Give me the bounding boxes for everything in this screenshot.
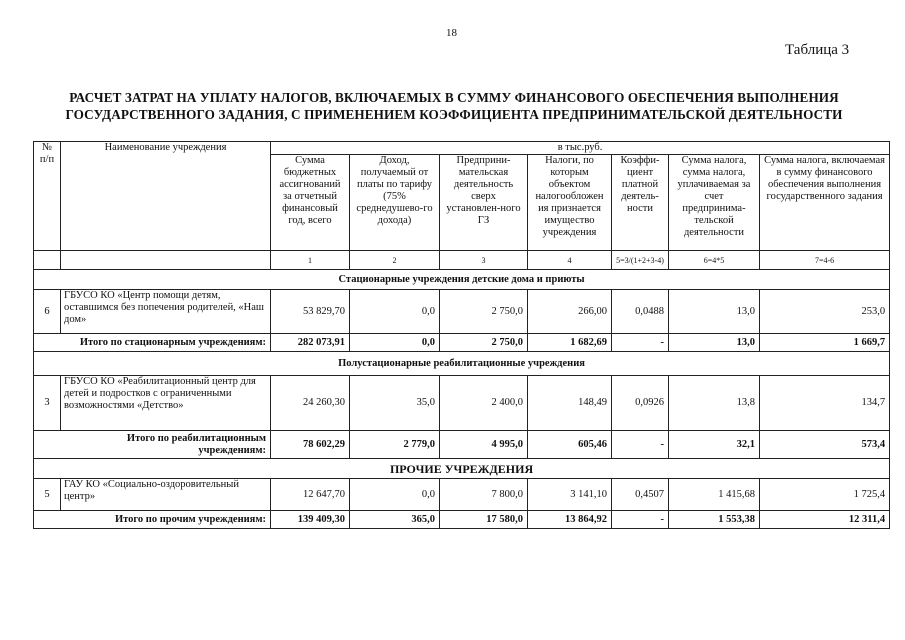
section-title: Полустационарные реабилитационные учреждения [34, 352, 890, 376]
total-value: 605,46 [528, 431, 612, 459]
header-col-4: Налоги, по которым объектом налогообложен ия признается имущество учреждения [528, 155, 612, 251]
total-label: Итого по прочим учреждениям: [34, 511, 271, 529]
total-label: Итого по стационарным учреждениям: [34, 334, 271, 352]
header-col-5: Коэффи-циент платной деятель-ности [612, 155, 669, 251]
total-value: - [612, 334, 669, 352]
header-units-row [34, 142, 890, 155]
index-cell: 3 [440, 251, 528, 270]
total-label: Итого по реабилитационным учреждениям: [34, 431, 271, 459]
document-title [40, 89, 868, 123]
value-cell: 148,49 [528, 376, 612, 431]
value-cell: 12 647,70 [271, 479, 350, 511]
header-num: № п/п [34, 142, 61, 251]
total-value: 365,0 [350, 511, 440, 529]
value-cell: 13,8 [669, 376, 760, 431]
header-col-2: Доход, получаемый от платы по тарифу (75% среднедушево-го дохода) [350, 155, 440, 251]
index-row [34, 251, 890, 270]
total-value: 13 864,92 [528, 511, 612, 529]
institution-name: ГБУСО КО «Центр помощи детям, оставшимся без попечения родителей, «Наш дом» [61, 290, 271, 334]
value-cell: 1 725,4 [760, 479, 890, 511]
total-value: 1 669,7 [760, 334, 890, 352]
section-title: Стационарные учреждения детские дома и приюты [34, 270, 890, 290]
total-value: 282 073,91 [271, 334, 350, 352]
title-line-2: ГОСУДАРСТВЕННОГО ЗАДАНИЯ, С ПРИМЕНЕНИЕМ КОЭФФИЦИЕНТА ПРЕДПРИНИМАТЕЛЬСКОЙ ДЕЯТЕЛЬНОСТИ [65, 107, 843, 122]
value-cell: 266,00 [528, 290, 612, 334]
value-cell: 0,0488 [612, 290, 669, 334]
header-units: в тыс.руб. [271, 142, 890, 155]
total-value: 573,4 [760, 431, 890, 459]
total-row [34, 511, 890, 529]
value-cell: 0,0 [350, 479, 440, 511]
table-row [34, 376, 890, 431]
total-row [34, 431, 890, 459]
section-title: ПРОЧИЕ УЧРЕЖДЕНИЯ [34, 459, 890, 479]
title-line-1: РАСЧЕТ ЗАТРАТ НА УПЛАТУ НАЛОГОВ, ВКЛЮЧАЕМЫХ В СУММУ ФИНАНСОВОГО ОБЕСПЕЧЕНИЯ ВЫПОЛНЕНИЯ [69, 90, 839, 105]
total-value: 0,0 [350, 334, 440, 352]
index-blank [61, 251, 271, 270]
index-cell: 1 [271, 251, 350, 270]
value-cell: 253,0 [760, 290, 890, 334]
value-cell: 0,0926 [612, 376, 669, 431]
index-cell: 2 [350, 251, 440, 270]
section-row [34, 459, 890, 479]
value-cell: 134,7 [760, 376, 890, 431]
total-value: 1 682,69 [528, 334, 612, 352]
total-value: 139 409,30 [271, 511, 350, 529]
index-cell: 4 [528, 251, 612, 270]
page-number: 18 [446, 27, 457, 39]
total-value: 4 995,0 [440, 431, 528, 459]
index-cell: 5=3/(1+2+3-4) [612, 251, 669, 270]
header-col-7: Сумма налога, включаемая в сумму финансового обеспечения выполнения государственного задания [760, 155, 890, 251]
total-value: 1 553,38 [669, 511, 760, 529]
row-number: 3 [34, 376, 61, 431]
value-cell: 2 750,0 [440, 290, 528, 334]
value-cell: 1 415,68 [669, 479, 760, 511]
header-name: Наименование учреждения [61, 142, 271, 251]
value-cell: 0,4507 [612, 479, 669, 511]
header-col-6: Сумма налога, сумма налога, уплачиваемая за счет предпринима-тельской деятельности [669, 155, 760, 251]
value-cell: 7 800,0 [440, 479, 528, 511]
value-cell: 3 141,10 [528, 479, 612, 511]
value-cell: 2 400,0 [440, 376, 528, 431]
total-value: 2 779,0 [350, 431, 440, 459]
value-cell: 35,0 [350, 376, 440, 431]
tax-table [33, 141, 890, 529]
institution-name: ГБУСО КО «Реабилитационный центр для детей и подростков с ограниченными возможностями «Детство» [61, 376, 271, 431]
value-cell: 24 260,30 [271, 376, 350, 431]
table-row [34, 479, 890, 511]
header-col-1: Сумма бюджетных ассигнований за отчетный финансовый год, всего [271, 155, 350, 251]
total-value: - [612, 511, 669, 529]
total-value: 78 602,29 [271, 431, 350, 459]
total-row [34, 334, 890, 352]
institution-name: ГАУ КО «Социально-оздоровительный центр» [61, 479, 271, 511]
index-cell: 6=4*5 [669, 251, 760, 270]
total-value: - [612, 431, 669, 459]
value-cell: 0,0 [350, 290, 440, 334]
row-number: 5 [34, 479, 61, 511]
value-cell: 53 829,70 [271, 290, 350, 334]
row-number: 6 [34, 290, 61, 334]
table-label: Таблица 3 [785, 42, 850, 58]
value-cell: 13,0 [669, 290, 760, 334]
section-row [34, 270, 890, 290]
total-value: 12 311,4 [760, 511, 890, 529]
index-blank [34, 251, 61, 270]
table-row [34, 290, 890, 334]
total-value: 2 750,0 [440, 334, 528, 352]
total-value: 32,1 [669, 431, 760, 459]
total-value: 17 580,0 [440, 511, 528, 529]
section-row [34, 352, 890, 376]
index-cell: 7=4-6 [760, 251, 890, 270]
total-value: 13,0 [669, 334, 760, 352]
header-col-3: Предприни-мательская деятельность сверх установлен-ного ГЗ [440, 155, 528, 251]
